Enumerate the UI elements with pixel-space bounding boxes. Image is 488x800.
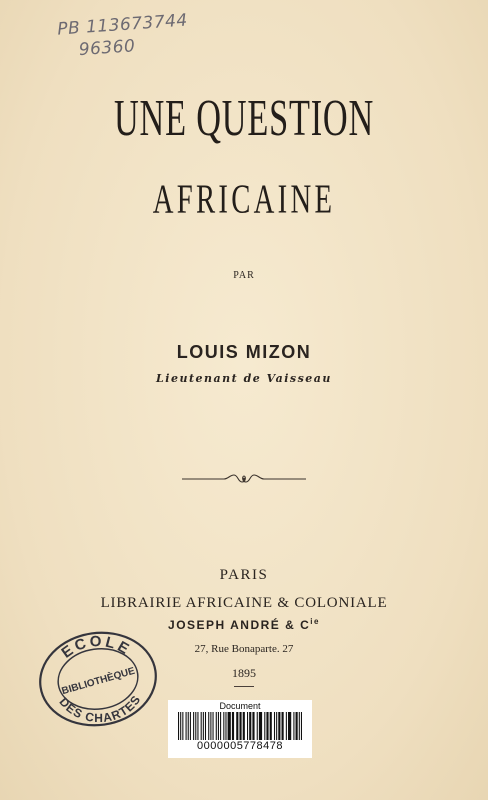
stamp-top-text: ECOLE (58, 633, 135, 662)
year-underline (234, 686, 254, 687)
title-line-2: AFRICAINE (152, 176, 336, 223)
shelfmark-line-2: 96360 (78, 36, 137, 61)
stamp-bottom-text: DES CHARTES (56, 692, 144, 726)
svg-text:ECOLE (58, 633, 134, 662)
handwritten-shelfmark (57, 9, 190, 62)
imprint-publisher: LIBRAIRIE AFRICAINE & COLONIALE (100, 595, 388, 611)
imprint-year: 1895 (232, 666, 256, 680)
barcode-bars (178, 712, 302, 740)
barcode-label (168, 700, 312, 758)
author-name: LOUIS MIZON (176, 342, 312, 362)
barcode-number: 0000005778478 (196, 740, 284, 752)
editor-suffix: ie (310, 617, 320, 626)
shelfmark-line-1: PB 113673744 (56, 10, 189, 40)
barcode-title: Document (219, 701, 261, 711)
stamp-middle-text: BIBLIOTHÈQUE (60, 665, 137, 698)
imprint-address: 27, Rue Bonaparte. 27 (194, 643, 294, 655)
by-label: PAR (233, 270, 255, 281)
title-line-1: UNE QUESTION (113, 89, 375, 147)
imprint-city: PARIS (219, 567, 269, 583)
editor-name: JOSEPH ANDRÉ & C (168, 618, 311, 632)
author-rank: Lieutenant de Vaisseau (156, 372, 332, 385)
ornamental-rule (180, 472, 308, 486)
library-stamp (33, 624, 163, 730)
